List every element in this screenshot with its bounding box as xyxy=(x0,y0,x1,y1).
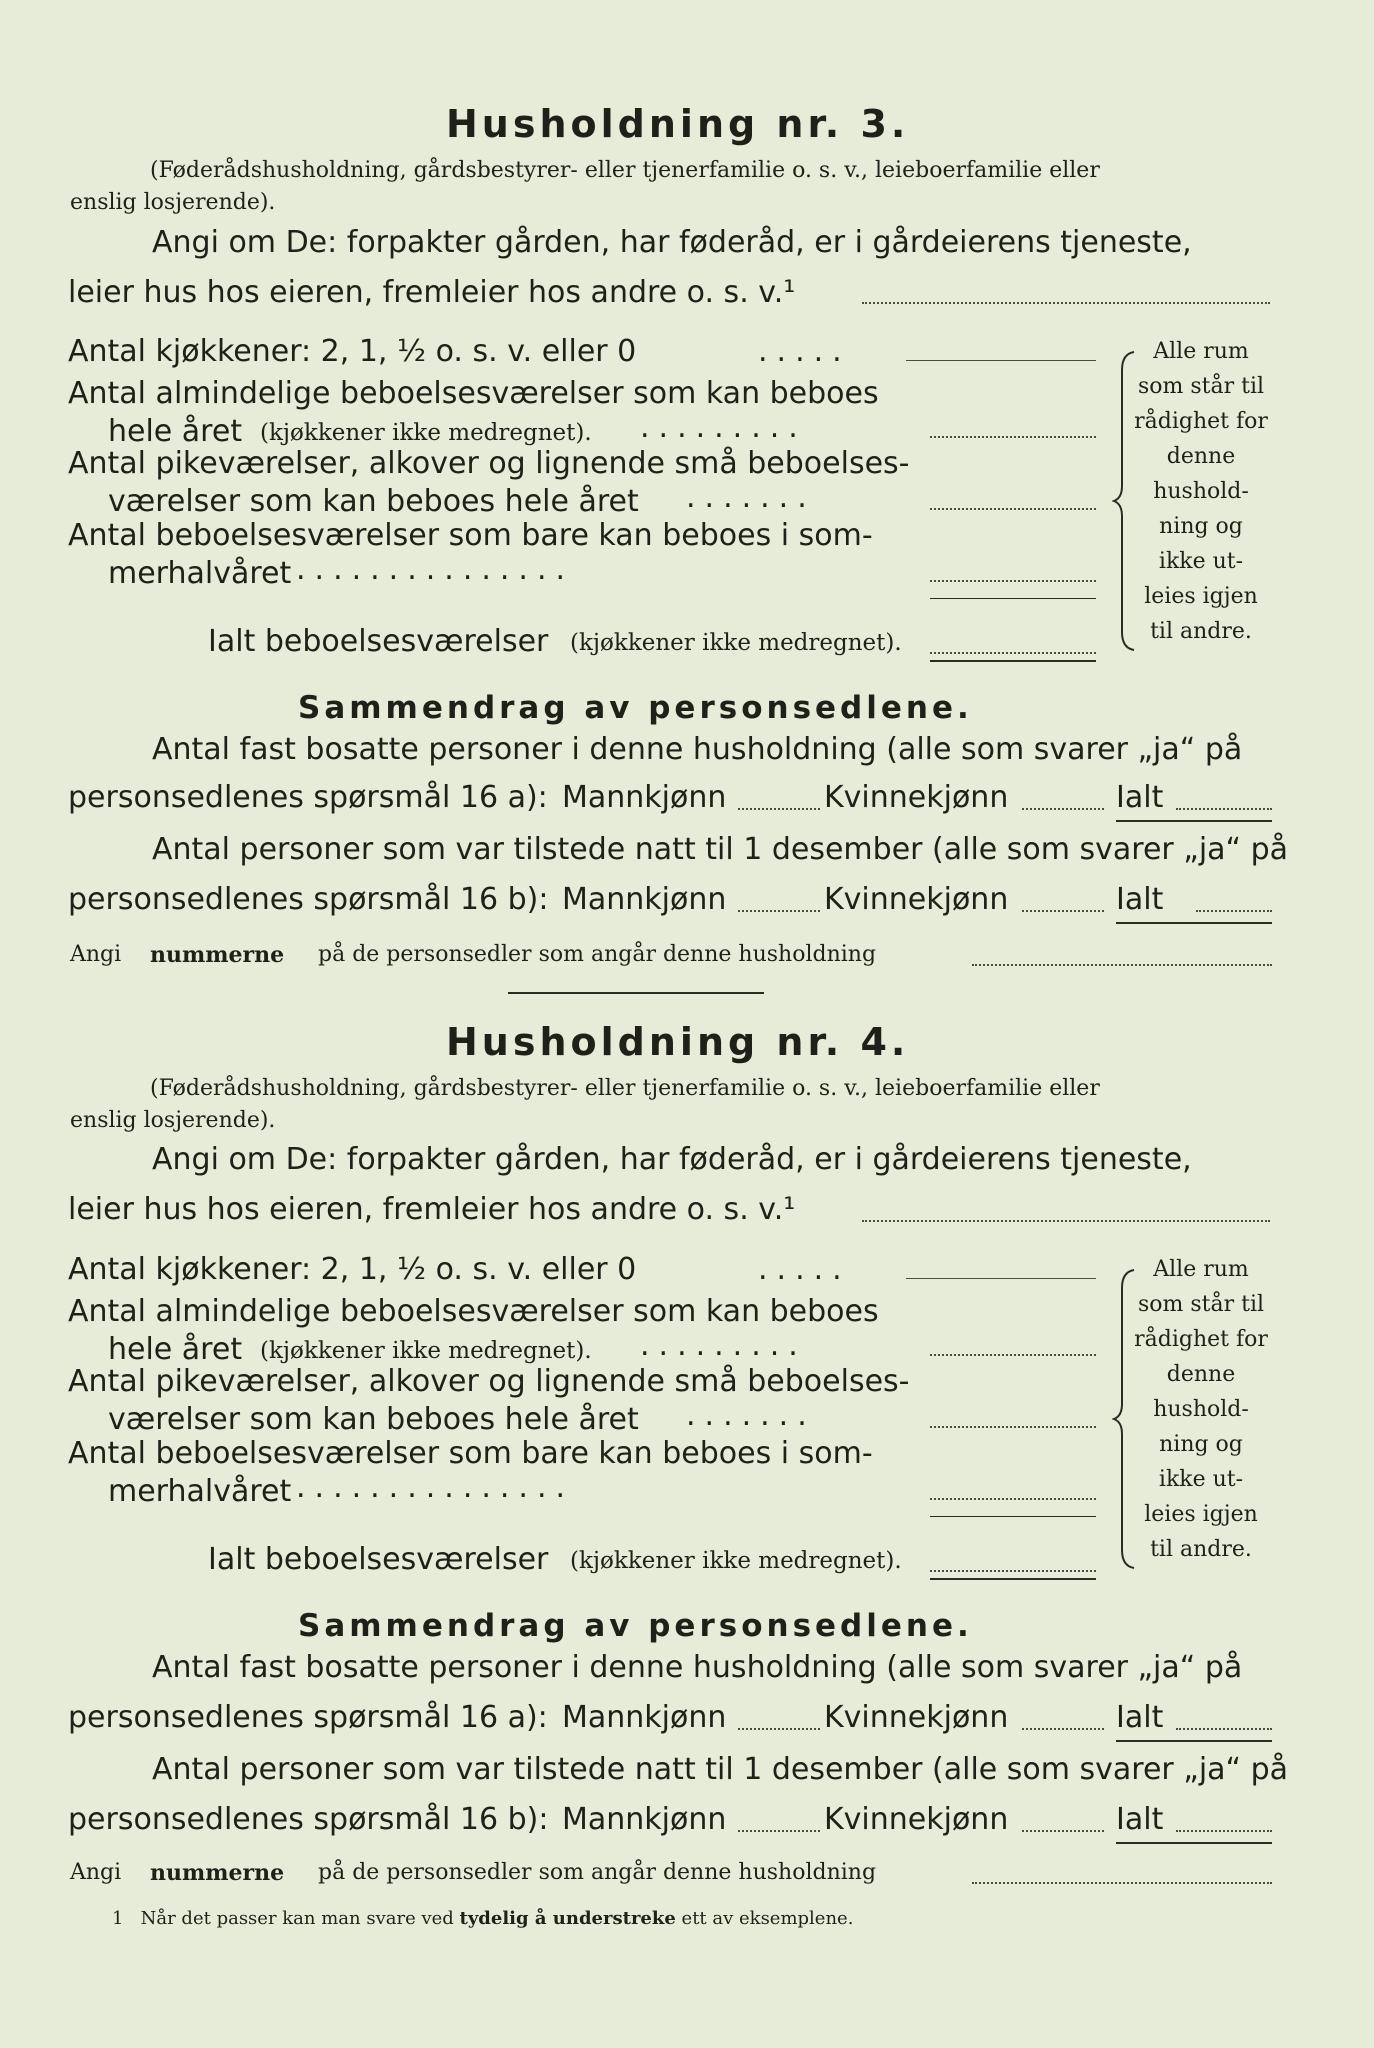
residents-question-cont: personsedlenes spørsmål 16 a): xyxy=(68,780,548,815)
summary-title: Sammendrag av personsedlene. xyxy=(298,1608,973,1644)
summer-rooms-label: Antal beboelsesværelser som bare kan beboes i som- xyxy=(68,1436,873,1471)
summer-rooms-label-cont: merhalvåret xyxy=(108,556,292,591)
total-label: Ialt xyxy=(1116,1802,1164,1837)
slip-numbers-label-b: nummerne xyxy=(150,1860,285,1886)
summary-title: Sammendrag av personsedlene. xyxy=(298,690,973,726)
status-question: Angi om De: forpakter gården, har føderåd, er i gårdeierens tjeneste, xyxy=(152,225,1192,260)
present-male-line[interactable] xyxy=(738,910,820,912)
household-type-note-cont: enslig losjerende). xyxy=(70,190,276,215)
female-label: Kvinnekjønn xyxy=(824,1700,1009,1735)
status-answer-line[interactable] xyxy=(862,1220,1270,1222)
female-label: Kvinnekjønn xyxy=(824,1802,1009,1837)
ordinary-rooms-label: Antal almindelige beboelsesværelser som kan beboes xyxy=(68,376,879,411)
leader-dots: ....... xyxy=(686,1398,816,1433)
maid-rooms-label: Antal pikeværelser, alkover og lignende små beboelses- xyxy=(68,1364,910,1399)
total-underline xyxy=(1116,1842,1272,1844)
rooms-definition-note: Alle rum som står til rådighet for denne hushold- ning og ikke ut- leies igjen til andre. xyxy=(1134,1257,1268,1562)
total-underline xyxy=(1116,922,1272,924)
summer-rooms-answer-line[interactable] xyxy=(930,1498,1096,1500)
slip-numbers-answer-line[interactable] xyxy=(972,1882,1272,1884)
leader-dots: ......... xyxy=(640,1328,807,1363)
residents-female-line[interactable] xyxy=(1022,808,1104,810)
total-rooms-note: (kjøkkener ikke medregnet). xyxy=(570,630,902,656)
ordinary-rooms-label-cont: hele året xyxy=(108,1332,243,1367)
female-label: Kvinnekjønn xyxy=(824,780,1009,815)
residents-question-cont: personsedlenes spørsmål 16 a): xyxy=(68,1700,548,1735)
footnote-text-c: ett av eksemplene. xyxy=(681,1908,854,1929)
slip-numbers-label-c: på de personsedler som angår denne husholdning xyxy=(318,942,877,967)
residents-male-line[interactable] xyxy=(738,1728,820,1730)
footnote-text-a: Når det passer kan man svare ved xyxy=(140,1908,454,1929)
male-label: Mannkjønn xyxy=(562,1700,727,1735)
male-label: Mannkjønn xyxy=(562,780,727,815)
sum-rule xyxy=(930,598,1096,599)
total-underline xyxy=(1116,820,1272,822)
household-title: Husholdning nr. 3. xyxy=(446,102,910,146)
household-type-note-cont: enslig losjerende). xyxy=(70,1108,276,1133)
male-label: Mannkjønn xyxy=(562,1802,727,1837)
kitchens-label: Antal kjøkkener: 2, 1, ½ o. s. v. eller 0 xyxy=(68,1252,637,1287)
total-underline xyxy=(1116,1740,1272,1742)
rooms-definition-note: Alle rum som står til rådighet for denne hushold- ning og ikke ut- leies igjen til andre. xyxy=(1134,339,1268,644)
leader-dots: ............... xyxy=(296,1470,575,1505)
sum-rule xyxy=(930,1516,1096,1517)
total-rooms-note: (kjøkkener ikke medregnet). xyxy=(570,1548,902,1574)
summer-rooms-label: Antal beboelsesværelser som bare kan beboes i som- xyxy=(68,518,873,553)
residents-female-line[interactable] xyxy=(1022,1728,1104,1730)
slip-numbers-label-a: Angi xyxy=(70,1860,122,1885)
slip-numbers-answer-line[interactable] xyxy=(972,964,1272,966)
leader-dots: ......... xyxy=(640,410,807,445)
maid-rooms-label: Antal pikeværelser, alkover og lignende små beboelses- xyxy=(68,446,910,481)
residents-total-line[interactable] xyxy=(1176,808,1272,810)
present-question: Antal personer som var tilstede natt til 1 desember (alle som svarer „ja“ på xyxy=(152,832,1289,867)
ordinary-rooms-note: (kjøkkener ikke medregnet). xyxy=(260,420,592,446)
total-underline xyxy=(930,660,1096,662)
residents-total-line[interactable] xyxy=(1176,1728,1272,1730)
summer-rooms-answer-line[interactable] xyxy=(930,580,1096,582)
ordinary-rooms-answer-line[interactable] xyxy=(930,1354,1096,1356)
kitchens-label: Antal kjøkkener: 2, 1, ½ o. s. v. eller 0 xyxy=(68,334,637,369)
ordinary-rooms-answer-line[interactable] xyxy=(930,436,1096,438)
footnote-text-b: tydelig å understreke xyxy=(459,1908,676,1929)
residents-question: Antal fast bosatte personer i denne husholdning (alle som svarer „ja“ på xyxy=(152,1650,1243,1685)
status-question-cont: leier hus hos eieren, fremleier hos andre o. s. v.¹ xyxy=(68,1192,796,1227)
leader-dots: ............... xyxy=(296,552,575,587)
total-rooms-label: Ialt beboelsesværelser xyxy=(208,624,549,659)
ordinary-rooms-label-cont: hele året xyxy=(108,414,243,449)
household-type-note: (Føderådshusholdning, gårdsbestyrer- eller tjenerfamilie o. s. v., leieboerfamilie eller xyxy=(150,158,1100,183)
present-question: Antal personer som var tilstede natt til 1 desember (alle som svarer „ja“ på xyxy=(152,1752,1289,1787)
residents-question: Antal fast bosatte personer i denne husholdning (alle som svarer „ja“ på xyxy=(152,732,1243,767)
total-label: Ialt xyxy=(1116,882,1164,917)
maid-rooms-answer-line[interactable] xyxy=(930,508,1096,510)
present-female-line[interactable] xyxy=(1022,1830,1104,1832)
total-label: Ialt xyxy=(1116,1700,1164,1735)
ordinary-rooms-label: Antal almindelige beboelsesværelser som kan beboes xyxy=(68,1294,879,1329)
total-rooms-answer-line[interactable] xyxy=(930,1570,1096,1572)
leader-dots: ..... xyxy=(758,334,851,369)
slip-numbers-label-a: Angi xyxy=(70,942,122,967)
section-divider xyxy=(508,992,764,994)
leader-dots: ..... xyxy=(758,1252,851,1287)
leader-dots: ....... xyxy=(686,480,816,515)
present-question-cont: personsedlenes spørsmål 16 b): xyxy=(68,882,549,917)
slip-numbers-label-c: på de personsedler som angår denne husholdning xyxy=(318,1860,877,1885)
status-answer-line[interactable] xyxy=(862,302,1270,304)
household-title: Husholdning nr. 4. xyxy=(446,1020,910,1064)
household-type-note: (Føderådshusholdning, gårdsbestyrer- eller tjenerfamilie o. s. v., leieboerfamilie eller xyxy=(150,1076,1100,1101)
male-label: Mannkjønn xyxy=(562,882,727,917)
footnote-mark: 1 xyxy=(112,1908,124,1929)
present-question-cont: personsedlenes spørsmål 16 b): xyxy=(68,1802,549,1837)
ordinary-rooms-note: (kjøkkener ikke medregnet). xyxy=(260,1338,592,1364)
residents-male-line[interactable] xyxy=(738,808,820,810)
maid-rooms-label-cont: værelser som kan beboes hele året xyxy=(108,1402,639,1437)
female-label: Kvinnekjønn xyxy=(824,882,1009,917)
total-underline xyxy=(930,1578,1096,1580)
slip-numbers-label-b: nummerne xyxy=(150,942,285,968)
total-label: Ialt xyxy=(1116,780,1164,815)
total-rooms-answer-line[interactable] xyxy=(930,652,1096,654)
summer-rooms-label-cont: merhalvåret xyxy=(108,1474,292,1509)
present-total-line[interactable] xyxy=(1176,1830,1272,1832)
maid-rooms-label-cont: værelser som kan beboes hele året xyxy=(108,484,639,519)
present-total-line[interactable] xyxy=(1196,910,1272,912)
total-rooms-label: Ialt beboelsesværelser xyxy=(208,1542,549,1577)
kitchens-answer-line[interactable] xyxy=(906,360,1096,361)
footnote xyxy=(112,1908,853,1929)
status-question: Angi om De: forpakter gården, har føderåd, er i gårdeierens tjeneste, xyxy=(152,1142,1192,1177)
status-question-cont: leier hus hos eieren, fremleier hos andre o. s. v.¹ xyxy=(68,275,796,310)
present-male-line[interactable] xyxy=(738,1830,820,1832)
kitchens-answer-line[interactable] xyxy=(906,1278,1096,1279)
maid-rooms-answer-line[interactable] xyxy=(930,1426,1096,1428)
present-female-line[interactable] xyxy=(1022,910,1104,912)
